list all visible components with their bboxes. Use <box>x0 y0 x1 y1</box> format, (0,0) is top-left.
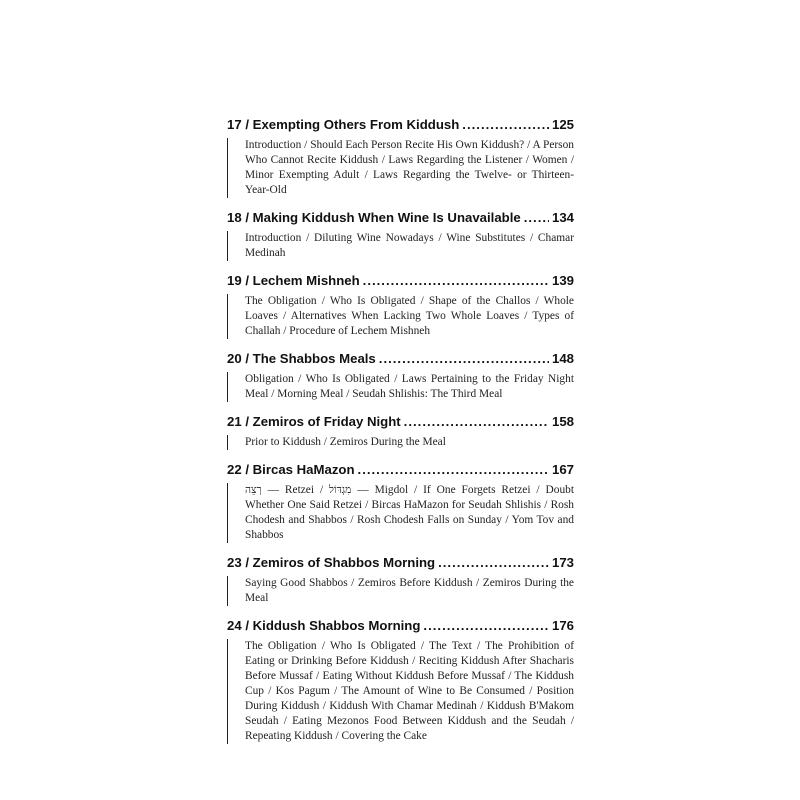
chapter-topics: The Obligation / Who Is Obligated / The Text / The Prohibition of Eating or Drinking Before Kiddush / Reciting Kiddush After Shacharis Before Mussaf / Eating Without Kiddush Before Mussaf / The Kiddush Cup / Kos Pagum / The Amount of Wine to Be Consumed / Position During Kiddush / Kiddush With Chamar Medinah / Kiddush B'Makom Seudah / Eating Mezonos Food Between Kiddush and the Seudah / Repeating Kiddush / Covering the Cake <box>227 639 574 744</box>
toc-entry <box>227 461 574 543</box>
chapter-topics: Introduction / Diluting Wine Nowadays / Wine Substitutes / Chamar Medinah <box>227 231 574 261</box>
chapter-topics: Obligation / Who Is Obligated / Laws Pertaining to the Friday Night Meal / Morning Meal / Seudah Shlishis: The Third Meal <box>227 372 574 402</box>
chapter-title: 17 / Exempting Others From Kiddush <box>227 117 460 132</box>
chapter-title: 20 / The Shabbos Meals <box>227 351 376 366</box>
dot-leader <box>379 350 549 368</box>
page-number: 173 <box>551 555 574 570</box>
chapter-topics: Prior to Kiddush / Zemiros During the Meal <box>227 435 574 450</box>
toc-entry <box>227 209 574 261</box>
toc-entry-heading[interactable] <box>227 617 574 635</box>
hebrew-migdol: מִגְדּוֹל <box>329 484 352 496</box>
toc-entry-heading[interactable] <box>227 350 574 368</box>
dot-leader <box>462 116 549 134</box>
toc-entry <box>227 413 574 450</box>
toc-entry <box>227 272 574 339</box>
toc-entry-heading[interactable] <box>227 554 574 572</box>
dot-leader <box>358 461 549 479</box>
chapter-title: 18 / Making Kiddush When Wine Is Unavailable <box>227 210 521 225</box>
page-number: 167 <box>551 462 574 477</box>
chapter-topics-part: — Retzei / <box>261 484 330 496</box>
page-number: 176 <box>551 618 574 633</box>
chapter-title: 21 / Zemiros of Friday Night <box>227 414 401 429</box>
table-of-contents <box>227 116 574 755</box>
chapter-topics: The Obligation / Who Is Obligated / Shape of the Challos / Whole Loaves / Alternatives When Lacking Two Whole Loaves / Types of Challah / Procedure of Lechem Mishneh <box>227 294 574 339</box>
chapter-title: 19 / Lechem Mishneh <box>227 273 360 288</box>
page-number: 158 <box>551 414 574 429</box>
toc-entry-heading[interactable] <box>227 461 574 479</box>
chapter-topics <box>227 483 574 543</box>
dot-leader <box>404 413 549 431</box>
toc-entry-heading[interactable] <box>227 116 574 134</box>
toc-entry-heading[interactable] <box>227 413 574 431</box>
toc-entry <box>227 116 574 198</box>
chapter-topics-part: — Migdol / If One Forgets Retzei / Doubt Whether One Said Retzei / Bircas HaMazon for Seudah Shlishis / Rosh Chodesh and Shabbos / Rosh Chodesh Falls on Sunday / Yom Tov and Shabbos <box>245 484 574 541</box>
chapter-title: 23 / Zemiros of Shabbos Morning <box>227 555 436 570</box>
toc-entry <box>227 350 574 402</box>
toc-entry <box>227 617 574 744</box>
dot-leader <box>423 617 549 635</box>
toc-entry <box>227 554 574 606</box>
chapter-title: 24 / Kiddush Shabbos Morning <box>227 618 421 633</box>
dot-leader <box>438 554 549 572</box>
page-number: 148 <box>551 351 574 366</box>
chapter-topics: Introduction / Should Each Person Recite His Own Kiddush? / A Person Who Cannot Recite Kiddush / Laws Regarding the Listener / Women / Minor Exempting Adult / Laws Regarding the Twelve- or Thirteen-Year-Old <box>227 138 574 198</box>
toc-entry-heading[interactable] <box>227 209 574 227</box>
hebrew-retzei: רְצֵה <box>245 484 262 496</box>
chapter-topics: Saying Good Shabbos / Zemiros Before Kiddush / Zemiros During the Meal <box>227 576 574 606</box>
page-number: 125 <box>551 117 574 132</box>
page-number: 134 <box>551 210 574 225</box>
chapter-title: 22 / Bircas HaMazon <box>227 462 355 477</box>
dot-leader <box>363 272 549 290</box>
page-number: 139 <box>551 273 574 288</box>
toc-entry-heading[interactable] <box>227 272 574 290</box>
dot-leader <box>524 209 549 227</box>
